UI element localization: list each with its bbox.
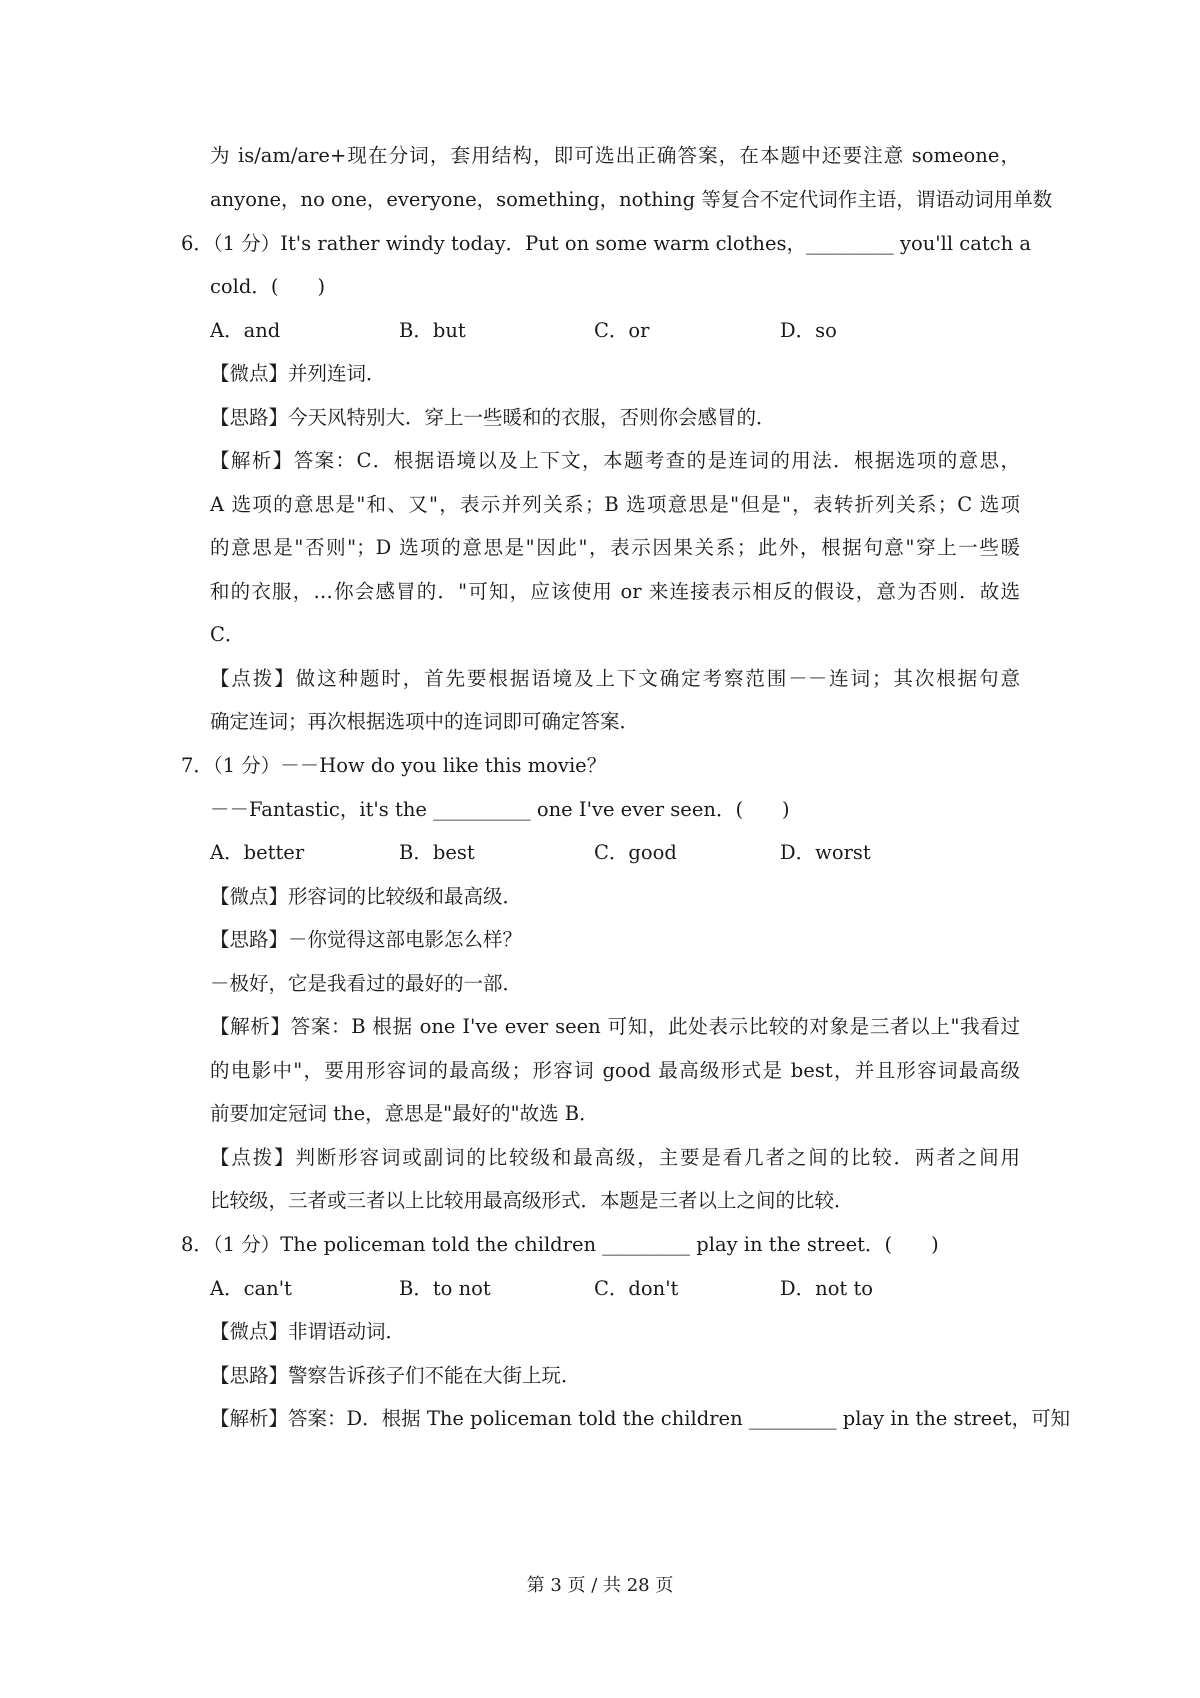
q7-dianbo-line: 比较级，三者或三者以上比较用最高级形式．本题是三者以上之间的比较． xyxy=(210,1189,854,1212)
q8-stem: 8．（1 分）The policeman told the children _________ play in the street．( ) xyxy=(181,1233,939,1256)
q7-jiexi-line: 【解析】答案：B 根据 one I've ever seen 可知，此处表示比较的对象是三者以上"我看过 xyxy=(210,1015,1020,1038)
q8-jiexi-line: 【解析】答案：D．根据 The policeman told the children _________ play in the street，可知 xyxy=(210,1407,1071,1430)
q6-jiexi-line: A 选项的意思是"和、又"，表示并列关系；B 选项意思是"但是"，表转折列关系；C 选项 xyxy=(210,493,1020,516)
text-line: anyone，no one，everyone，something，nothing 等复合不定代词作主语，谓语动词用单数 xyxy=(210,188,1053,211)
q6-jiexi-line: C． xyxy=(210,623,245,646)
q6-silu: 【思路】今天风特别大．穿上一些暖和的衣服，否则你会感冒的． xyxy=(210,406,776,429)
q7-stem: 7．（1 分）－－How do you like this movie？ xyxy=(181,754,607,777)
text-line: 为 is/am/are+现在分词，套用结构，即可选出正确答案，在本题中还要注意 someone， xyxy=(210,144,1020,167)
q8-option-c: C．don't xyxy=(594,1277,679,1300)
q6-option-a: A．and xyxy=(210,319,281,342)
q7-jiexi-line: 前要加定冠词 the，意思是"最好的"故选 B． xyxy=(210,1102,599,1125)
page-footer: 第 3 页 / 共 28 页 xyxy=(526,1575,674,1596)
q8-option-a: A．can't xyxy=(210,1277,292,1300)
q6-option-b: B．but xyxy=(399,319,466,342)
q8-weidian: 【微点】非谓语动词． xyxy=(210,1320,406,1343)
q7-jiexi-line: 的电影中"，要用形容词的最高级；形容词 good 最高级形式是 best，并且形容词最高级 xyxy=(210,1059,1020,1082)
q6-weidian: 【微点】并列连词． xyxy=(210,362,386,385)
q7-dianbo-line: 【点拨】判断形容词或副词的比较级和最高级，主要是看几者之间的比较．两者之间用 xyxy=(210,1146,1020,1169)
q7-option-b: B．best xyxy=(399,841,475,864)
q7-option-d: D．worst xyxy=(780,841,871,864)
q7-weidian: 【微点】形容词的比较级和最高级． xyxy=(210,885,523,908)
q8-option-d: D．not to xyxy=(780,1277,874,1300)
q7-option-a: A．better xyxy=(210,841,305,864)
q6-stem-cont: cold．( ) xyxy=(210,275,326,298)
q7-silu-cont: －极好，它是我看过的最好的一部． xyxy=(210,972,523,995)
q6-jiexi-line: 和的衣服，…你会感冒的．"可知，应该使用 or 来连接表示相反的假设，意为否则．故选 xyxy=(210,580,1020,603)
q7-stem-cont: －－Fantastic，it's the __________ one I've ever seen．( ) xyxy=(210,798,790,821)
q6-dianbo-line: 【点拨】做这种题时，首先要根据语境及上下文确定考察范围－－连词；其次根据句意 xyxy=(210,667,1020,690)
q7-silu: 【思路】－你觉得这部电影怎么样？ xyxy=(210,928,523,951)
q8-silu: 【思路】警察告诉孩子们不能在大街上玩． xyxy=(210,1364,581,1387)
q6-stem: 6．（1 分）It's rather windy today．Put on some warm clothes，_________ you'll catch a xyxy=(181,232,1031,255)
q6-option-d: D．so xyxy=(780,319,837,342)
q6-dianbo-line: 确定连词；再次根据选项中的连词即可确定答案． xyxy=(210,710,640,733)
q8-option-b: B．to not xyxy=(399,1277,491,1300)
q6-jiexi-line: 的意思是"否则"；D 选项的意思是"因此"，表示因果关系；此外，根据句意"穿上一些暖 xyxy=(210,536,1020,559)
q7-option-c: C．good xyxy=(594,841,677,864)
q6-jiexi-line: 【解析】答案：C．根据语境以及上下文，本题考查的是连词的用法．根据选项的意思， xyxy=(210,449,1020,472)
q6-option-c: C．or xyxy=(594,319,650,342)
